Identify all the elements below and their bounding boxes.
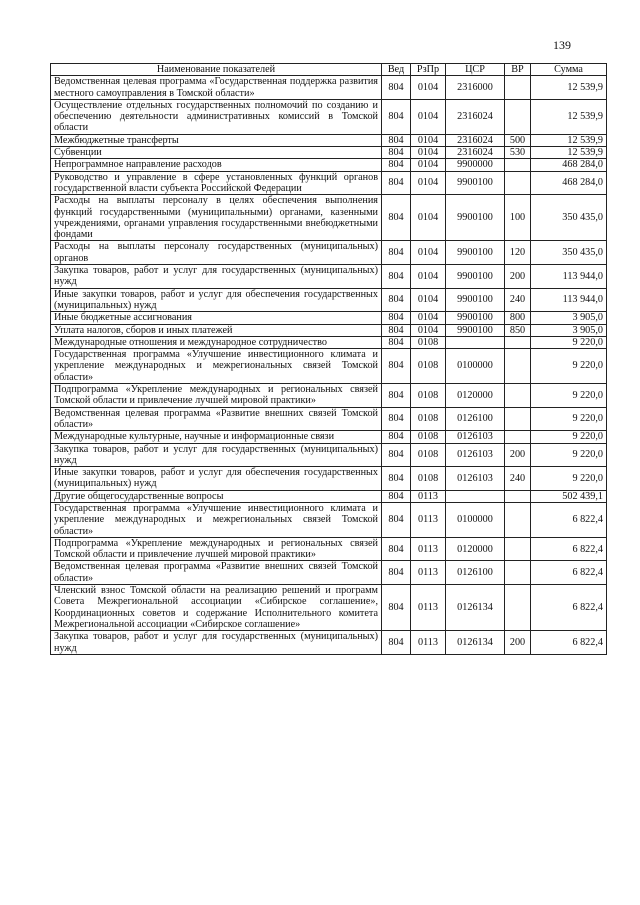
cell-ved: 804: [382, 443, 411, 467]
cell-rzpr: 0113: [411, 490, 446, 502]
cell-vr: [505, 502, 531, 537]
cell-rzpr: 0104: [411, 265, 446, 289]
table-row: [51, 490, 607, 502]
cell-csr: 9900100: [446, 288, 505, 312]
cell-name: Руководство и управление в сфере установленных функций органов государственной власти субъекта Российской Федерации: [51, 171, 382, 195]
cell-ved: 804: [382, 537, 411, 561]
cell-vr: [505, 384, 531, 408]
cell-rzpr: 0104: [411, 134, 446, 146]
cell-name: Членский взнос Томской области на реализацию решений и программ Совета Межрегиональной ассоциации «Сибирское соглашение», Координационных советов и содержание Исполнительного комитета Межрегиональной ассоциации «Сибирское соглашение»: [51, 585, 382, 631]
table-row: [51, 288, 607, 312]
cell-name: Государственная программа «Улучшение инвестиционного климата и укрепление международных и межрегиональных связей Томской области»: [51, 349, 382, 384]
cell-sum: 9 220,0: [531, 336, 607, 348]
cell-name: Уплата налогов, сборов и иных платежей: [51, 324, 382, 336]
cell-vr: [505, 431, 531, 443]
cell-csr: 9900100: [446, 324, 505, 336]
cell-name: Расходы на выплаты персоналу государственных (муниципальных) органов: [51, 241, 382, 265]
cell-vr: 120: [505, 241, 531, 265]
table-row: [51, 99, 607, 134]
cell-ved: 804: [382, 241, 411, 265]
table-row: [51, 431, 607, 443]
table-row: [51, 312, 607, 324]
cell-sum: 12 539,9: [531, 134, 607, 146]
cell-rzpr: 0108: [411, 349, 446, 384]
cell-rzpr: 0108: [411, 431, 446, 443]
cell-vr: [505, 349, 531, 384]
cell-csr: 9900100: [446, 171, 505, 195]
cell-csr: 0126103: [446, 467, 505, 491]
table-row: [51, 159, 607, 171]
cell-csr: [446, 490, 505, 502]
cell-rzpr: 0113: [411, 585, 446, 631]
header-name: Наименование показателей: [51, 64, 382, 76]
header-csr: ЦСР: [446, 64, 505, 76]
cell-rzpr: 0104: [411, 195, 446, 241]
cell-name: Другие общегосударственные вопросы: [51, 490, 382, 502]
cell-csr: 0100000: [446, 349, 505, 384]
cell-sum: 6 822,4: [531, 585, 607, 631]
cell-csr: 9900100: [446, 265, 505, 289]
cell-name: Международные отношения и международное сотрудничество: [51, 336, 382, 348]
table-row: [51, 443, 607, 467]
cell-ved: 804: [382, 195, 411, 241]
cell-sum: 9 220,0: [531, 443, 607, 467]
cell-ved: 804: [382, 431, 411, 443]
cell-sum: 9 220,0: [531, 407, 607, 431]
cell-rzpr: 0104: [411, 324, 446, 336]
cell-csr: 2316024: [446, 147, 505, 159]
cell-csr: 9900000: [446, 159, 505, 171]
cell-name: Межбюджетные трансферты: [51, 134, 382, 146]
cell-name: Закупка товаров, работ и услуг для государственных (муниципальных) нужд: [51, 631, 382, 655]
cell-rzpr: 0113: [411, 631, 446, 655]
table-row: [51, 147, 607, 159]
cell-name: Подпрограмма «Укрепление международных и региональных связей Томской области и привлечение лучшей мировой практики»: [51, 537, 382, 561]
cell-name: Непрограммное направление расходов: [51, 159, 382, 171]
cell-sum: 113 944,0: [531, 288, 607, 312]
cell-csr: 0126134: [446, 631, 505, 655]
cell-vr: [505, 407, 531, 431]
cell-vr: [505, 561, 531, 585]
cell-ved: 804: [382, 99, 411, 134]
cell-sum: 6 822,4: [531, 502, 607, 537]
cell-csr: 0126100: [446, 561, 505, 585]
cell-sum: 113 944,0: [531, 265, 607, 289]
cell-ved: 804: [382, 349, 411, 384]
cell-rzpr: 0108: [411, 407, 446, 431]
cell-sum: 3 905,0: [531, 324, 607, 336]
cell-ved: 804: [382, 171, 411, 195]
table-row: [51, 265, 607, 289]
header-vr: ВР: [505, 64, 531, 76]
cell-ved: 804: [382, 407, 411, 431]
cell-rzpr: 0104: [411, 171, 446, 195]
page-number: 139: [553, 38, 571, 52]
table-row: [51, 336, 607, 348]
table-row: [51, 561, 607, 585]
cell-csr: 9900100: [446, 312, 505, 324]
cell-ved: 804: [382, 147, 411, 159]
cell-name: Осуществление отдельных государственных полномочий по созданию и обеспечению деятельности административных комиссий в Томской области: [51, 99, 382, 134]
table-row: [51, 76, 607, 100]
cell-sum: 3 905,0: [531, 312, 607, 324]
cell-rzpr: 0108: [411, 467, 446, 491]
cell-rzpr: 0104: [411, 147, 446, 159]
cell-vr: 240: [505, 467, 531, 491]
cell-ved: 804: [382, 336, 411, 348]
cell-sum: 9 220,0: [531, 349, 607, 384]
cell-name: Закупка товаров, работ и услуг для государственных (муниципальных) нужд: [51, 443, 382, 467]
cell-sum: 350 435,0: [531, 195, 607, 241]
cell-csr: 0120000: [446, 384, 505, 408]
cell-sum: 9 220,0: [531, 431, 607, 443]
cell-sum: 6 822,4: [531, 631, 607, 655]
cell-sum: 12 539,9: [531, 147, 607, 159]
cell-csr: 2316024: [446, 99, 505, 134]
table-row: [51, 171, 607, 195]
cell-vr: [505, 585, 531, 631]
cell-csr: 0126100: [446, 407, 505, 431]
cell-name: Иные бюджетные ассигнования: [51, 312, 382, 324]
table-row: [51, 134, 607, 146]
cell-rzpr: 0113: [411, 502, 446, 537]
cell-name: Иные закупки товаров, работ и услуг для обеспечения государственных (муниципальных) нужд: [51, 467, 382, 491]
cell-csr: 0126103: [446, 431, 505, 443]
cell-sum: 468 284,0: [531, 159, 607, 171]
cell-csr: [446, 336, 505, 348]
cell-rzpr: 0104: [411, 159, 446, 171]
header-sum: Сумма: [531, 64, 607, 76]
cell-rzpr: 0104: [411, 99, 446, 134]
cell-name: Расходы на выплаты персоналу в целях обеспечения выполнения функций государственными (муниципальными) органами, казенными учреждениями, органами управления государственными внебюджетными фондами: [51, 195, 382, 241]
cell-csr: 0120000: [446, 537, 505, 561]
cell-csr: 9900100: [446, 241, 505, 265]
cell-ved: 804: [382, 561, 411, 585]
table-row: [51, 631, 607, 655]
cell-ved: 804: [382, 585, 411, 631]
cell-name: Подпрограмма «Укрепление международных и региональных связей Томской области и привлечение лучшей мировой практики»: [51, 384, 382, 408]
cell-vr: 200: [505, 265, 531, 289]
table-row: [51, 195, 607, 241]
cell-csr: 2316024: [446, 134, 505, 146]
cell-csr: 2316000: [446, 76, 505, 100]
cell-vr: [505, 490, 531, 502]
cell-sum: 502 439,1: [531, 490, 607, 502]
cell-ved: 804: [382, 631, 411, 655]
cell-name: Ведомственная целевая программа «Государственная поддержка развития местного самоуправления в Томской области»: [51, 76, 382, 100]
cell-vr: [505, 171, 531, 195]
cell-name: Закупка товаров, работ и услуг для государственных (муниципальных) нужд: [51, 265, 382, 289]
cell-vr: [505, 99, 531, 134]
cell-name: Иные закупки товаров, работ и услуг для обеспечения государственных (муниципальных) нужд: [51, 288, 382, 312]
cell-sum: 12 539,9: [531, 99, 607, 134]
cell-vr: 100: [505, 195, 531, 241]
table-row: [51, 537, 607, 561]
cell-vr: [505, 159, 531, 171]
cell-csr: 0126103: [446, 443, 505, 467]
cell-rzpr: 0113: [411, 561, 446, 585]
table-row: [51, 241, 607, 265]
cell-vr: [505, 537, 531, 561]
cell-sum: 6 822,4: [531, 537, 607, 561]
header-rzpr: РзПр: [411, 64, 446, 76]
cell-csr: 0100000: [446, 502, 505, 537]
cell-vr: 200: [505, 631, 531, 655]
cell-sum: 12 539,9: [531, 76, 607, 100]
table-row: [51, 324, 607, 336]
table-header-row: [51, 64, 607, 76]
table-row: [51, 502, 607, 537]
cell-rzpr: 0104: [411, 288, 446, 312]
cell-vr: [505, 336, 531, 348]
cell-ved: 804: [382, 490, 411, 502]
cell-rzpr: 0113: [411, 537, 446, 561]
cell-name: Ведомственная целевая программа «Развитие внешних связей Томской области»: [51, 561, 382, 585]
cell-sum: 468 284,0: [531, 171, 607, 195]
cell-vr: 500: [505, 134, 531, 146]
cell-vr: 530: [505, 147, 531, 159]
cell-csr: 9900100: [446, 195, 505, 241]
cell-ved: 804: [382, 265, 411, 289]
cell-ved: 804: [382, 467, 411, 491]
budget-table: [50, 63, 607, 655]
cell-name: Субвенции: [51, 147, 382, 159]
cell-vr: 850: [505, 324, 531, 336]
cell-rzpr: 0104: [411, 312, 446, 324]
cell-sum: 6 822,4: [531, 561, 607, 585]
cell-rzpr: 0108: [411, 384, 446, 408]
cell-ved: 804: [382, 288, 411, 312]
cell-sum: 350 435,0: [531, 241, 607, 265]
cell-sum: 9 220,0: [531, 384, 607, 408]
table-row: [51, 384, 607, 408]
cell-vr: 200: [505, 443, 531, 467]
cell-ved: 804: [382, 502, 411, 537]
cell-rzpr: 0104: [411, 76, 446, 100]
cell-vr: [505, 76, 531, 100]
cell-vr: 800: [505, 312, 531, 324]
cell-ved: 804: [382, 384, 411, 408]
table-row: [51, 407, 607, 431]
cell-name: Международные культурные, научные и информационные связи: [51, 431, 382, 443]
cell-ved: 804: [382, 312, 411, 324]
cell-rzpr: 0108: [411, 336, 446, 348]
cell-csr: 0126134: [446, 585, 505, 631]
cell-rzpr: 0104: [411, 241, 446, 265]
header-ved: Вед: [382, 64, 411, 76]
cell-rzpr: 0108: [411, 443, 446, 467]
cell-ved: 804: [382, 159, 411, 171]
table-row: [51, 467, 607, 491]
table-row: [51, 349, 607, 384]
cell-name: Ведомственная целевая программа «Развитие внешних связей Томской области»: [51, 407, 382, 431]
cell-ved: 804: [382, 134, 411, 146]
cell-ved: 804: [382, 324, 411, 336]
table-row: [51, 585, 607, 631]
cell-vr: 240: [505, 288, 531, 312]
cell-name: Государственная программа «Улучшение инвестиционного климата и укрепление международных и межрегиональных связей Томской области»: [51, 502, 382, 537]
cell-sum: 9 220,0: [531, 467, 607, 491]
cell-ved: 804: [382, 76, 411, 100]
